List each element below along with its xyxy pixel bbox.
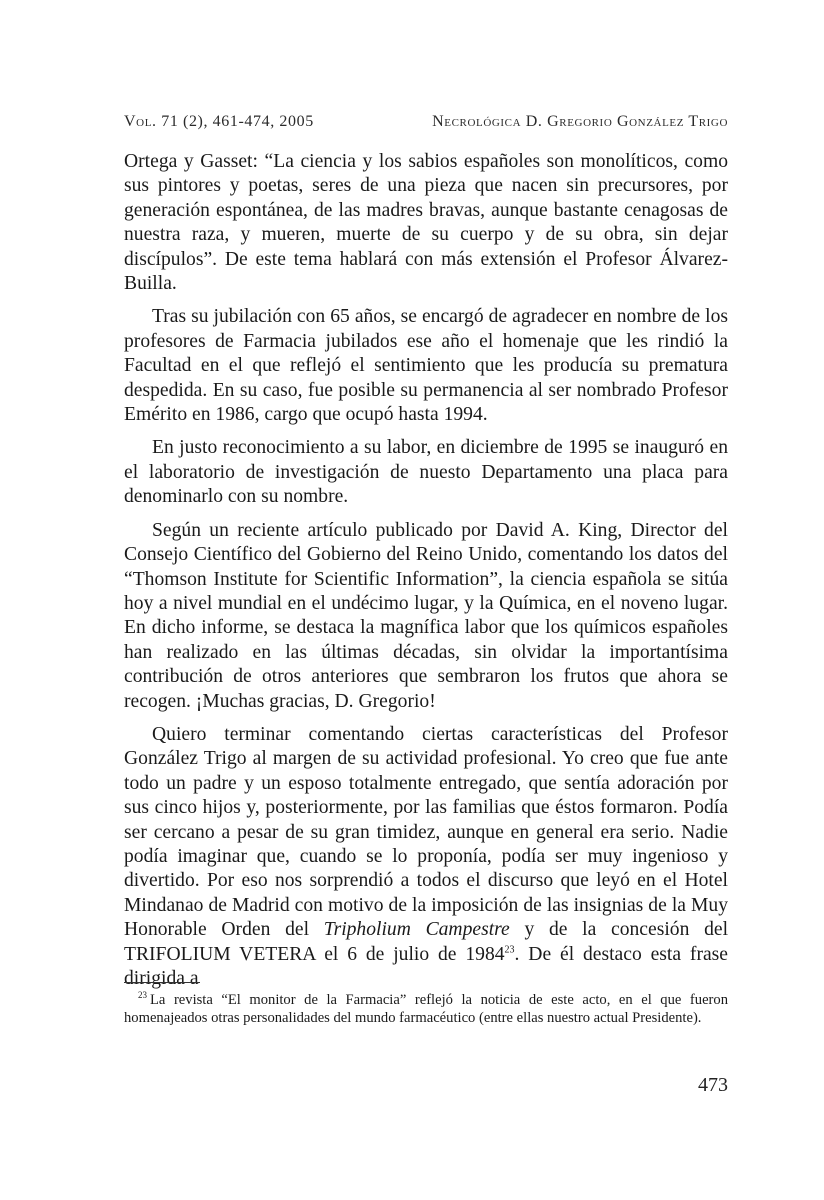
page-number: 473 <box>698 1074 728 1096</box>
paragraph-3: En justo reconocimiento a su labor, en diciembre de 1995 se inauguró en el laboratorio de investigación de nuesto Departamento una placa para denominarlo con su nombre. <box>124 437 728 508</box>
footnote-mark: 23 <box>138 990 147 1001</box>
footnote-reference[interactable]: 23 <box>504 944 515 956</box>
paragraph-5-part-b: y de la concesión del TRIFOLIUM VETERA el 6 de julio de 1984 <box>124 919 729 965</box>
footnote-text: La revista “El monitor de la Farmacia” reflejó la noticia de este acto, en el que fueron homenajeados otras personalidades del mundo farmacéutico (entre ellas nuestro actual Presidente). <box>124 992 728 1026</box>
article-title-header: Necrológica D. Gregorio González Trigo <box>432 113 728 130</box>
footnote <box>124 992 728 1027</box>
paragraph-5-part-c: . De él destaco esta frase dirigida a <box>124 943 728 989</box>
footnote-separator <box>124 982 200 983</box>
paragraph-2: Tras su jubilación con 65 años, se encargó de agradecer en nombre de los profesores de Farmacia jubilados ese año el homenaje que les rindió la Facultad en el que reflejó el sentimiento que les producía su prematura despedida. En su caso, fue posible su permanencia al ser nombrado Profesor Emérito en 1986, cargo que ocupó hasta 1994. <box>124 306 728 426</box>
paragraph-5 <box>124 723 728 991</box>
paragraph-1: Ortega y Gasset: “La ciencia y los sabios españoles son monolíticos, como sus pintores y poetas, seres de una pieza que nacen sin precursores, por generación espontánea, de las madres bravas, aunque bastante cenagosas de nuestra raza, y mueren, muerte de su cuerpo y de su obra, sin dejar discípulos”. De este tema hablará con más extensión el Profesor Álvarez-Builla. <box>124 151 728 295</box>
italic-species-name: Tripholium Campestre <box>323 919 510 941</box>
paragraph-4: Según un reciente artículo publicado por David A. King, Director del Consejo Científico del Gobierno del Reino Unido, comentando los datos del “Thomson Institute for Scientific Information”, la ciencia española se sitúa hoy a nivel mundial en el undécimo lugar, y la Química, en el noveno lugar. En dicho informe, se destaca la magnífica labor que los químicos españoles han realizado en las últimas décadas, sin olvidar la importantísima contribución de otros anteriores que sembraron los frutos que ahora se recogen. ¡Muchas gracias, D. Gregorio! <box>124 519 728 712</box>
main-text <box>124 150 728 991</box>
paragraph-5-part-a: Quiero terminar comentando ciertas características del Profesor González Trigo al margen de su actividad profesional. Yo creo que fue ante todo un padre y un esposo totalmente entregado, que sentía adoración por sus cinco hijos y, posteriormente, por las familias que éstos formaron. Podía ser cercano a pesar de su gran timidez, aunque en general era serio. Nadie podía imaginar que, cuando se lo proponía, podía ser muy ingenioso y divertido. Por eso nos sorprendió a todos el discurso que leyó en el Hotel Mindanao de Madrid con motivo de la imposición de las insignias de la Muy Honorable Orden del <box>124 723 728 941</box>
journal-volume: Vol. 71 (2), 461-474, 2005 <box>124 113 314 130</box>
